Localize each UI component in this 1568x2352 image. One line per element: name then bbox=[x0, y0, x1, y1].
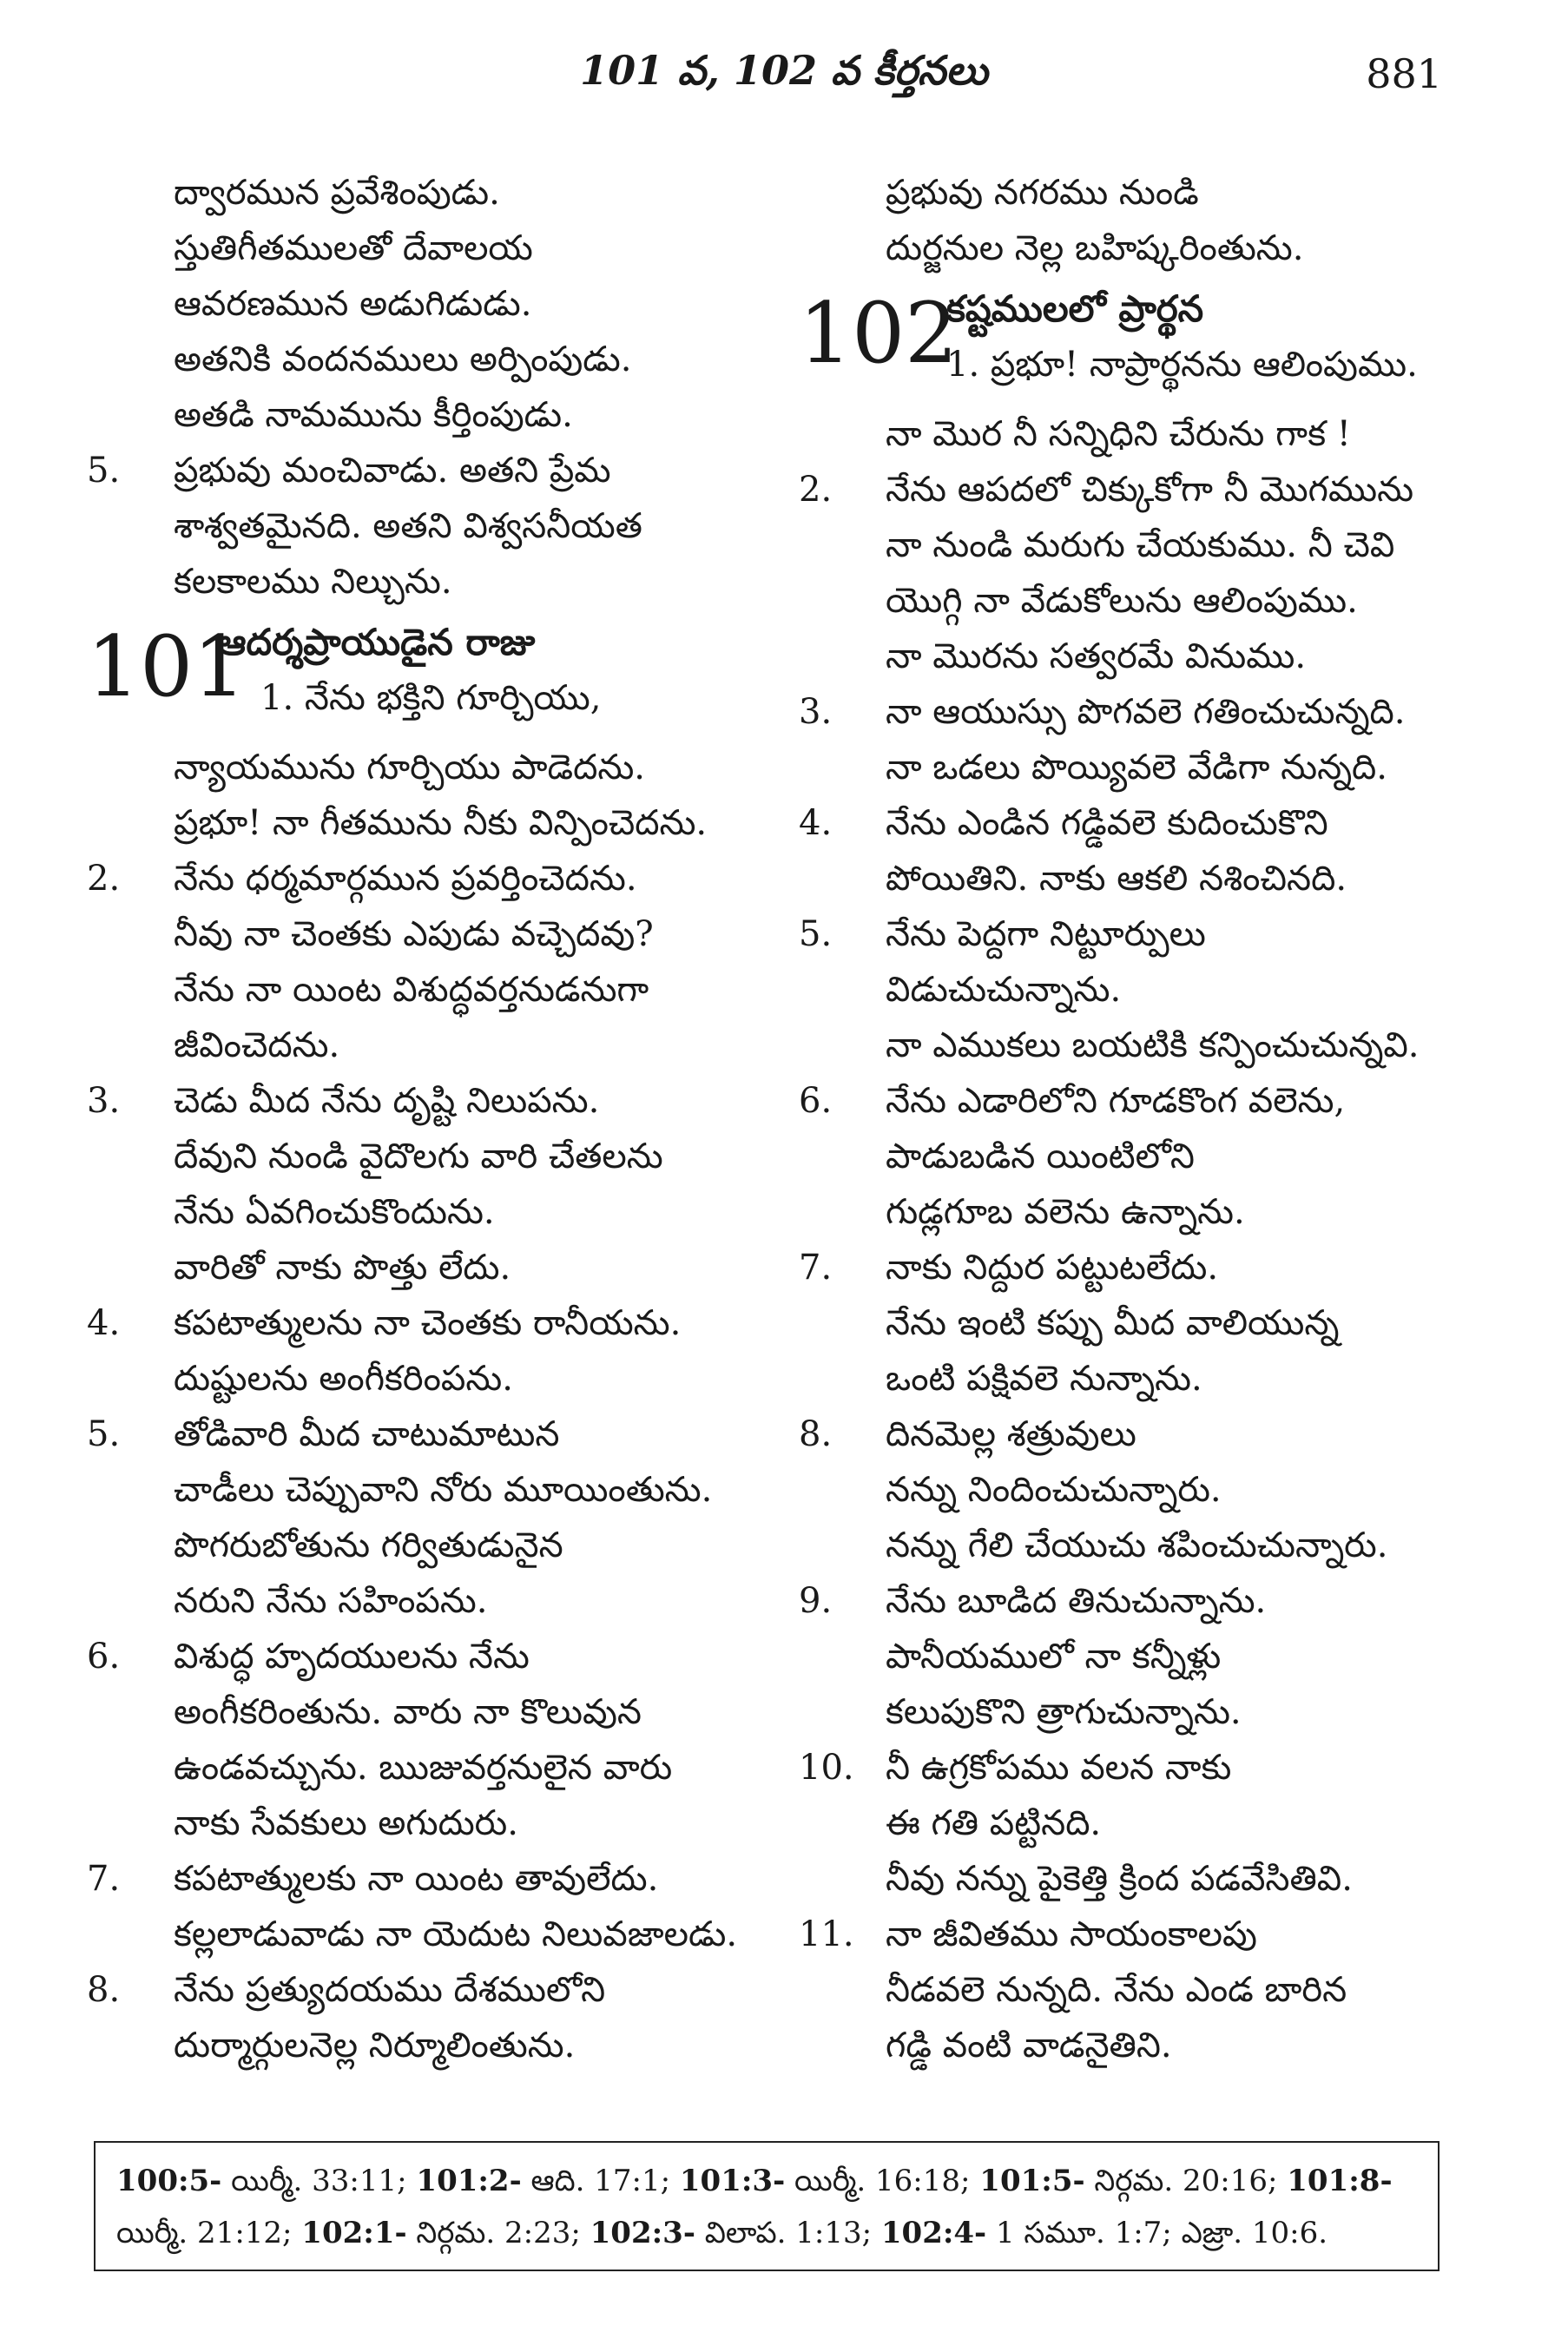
verse-line bbox=[87, 1462, 764, 1518]
left-lines-a bbox=[87, 165, 764, 609]
page-title: 101 వ, 102 వ కీర్తనలు bbox=[580, 47, 988, 94]
verse-text: నా నుండి మరుగు చేయకుము. నీ చెవి bbox=[886, 525, 1395, 565]
verse-number: 5. bbox=[87, 1414, 121, 1454]
verse-text: నేను ఇంటి కప్పు మీద వాలియున్న bbox=[886, 1303, 1340, 1343]
verse-line bbox=[87, 1018, 764, 1073]
verse-line bbox=[799, 1073, 1459, 1129]
cross-ref-label: 102:1- bbox=[301, 2216, 407, 2250]
verse-text: దినమెల్ల శత్రువులు bbox=[886, 1414, 1136, 1454]
verse-text: నా మొర నీ సన్నిధిని చేరును గాక ! bbox=[886, 414, 1351, 454]
psalm-title: కష్టములలో ప్రార్థన bbox=[946, 287, 1204, 330]
verse-text: విశుద్ధ హృదయులను నేను bbox=[174, 1637, 530, 1677]
verse-text: యొగ్గి నా వేడుకోలును ఆలింపుము. bbox=[886, 581, 1358, 621]
verse-line bbox=[799, 2018, 1459, 2073]
verse-text: కలుపుకొని త్రాగుచున్నాను. bbox=[886, 1692, 1242, 1732]
verse-line bbox=[87, 851, 764, 906]
verse-text: నేను ఆపదలో చిక్కుకోగా నీ మొగమును bbox=[886, 470, 1414, 510]
verse-text: నా జీవితము సాయంకాలపు bbox=[886, 1914, 1257, 1954]
verse-text: ద్వారమున ప్రవేశింపుడు. bbox=[174, 173, 500, 213]
verse-text: శాశ్వతమైనది. అతని విశ్వసనీయత bbox=[174, 506, 642, 546]
verse-line bbox=[87, 1851, 764, 1907]
verse-line bbox=[799, 629, 1459, 684]
verse-line bbox=[799, 1018, 1459, 1073]
verse-line bbox=[799, 1407, 1459, 1462]
verse-text: అతనికి వందనములు అర్పింపుడు. bbox=[174, 339, 632, 379]
verse-line bbox=[87, 1629, 764, 1684]
verse-text: దుర్జనుల నెల్ల బహిష్కరింతును. bbox=[886, 228, 1304, 268]
verse-line bbox=[799, 795, 1459, 851]
verse-text: నా ఒడలు పొయ్యివలె వేడిగా నున్నది. bbox=[886, 748, 1388, 787]
verse-text: నా ఎముకలు బయటికి కన్పించుచున్నవి. bbox=[886, 1025, 1420, 1065]
verse-line bbox=[799, 462, 1459, 517]
verse-line bbox=[799, 406, 1459, 462]
verse-line bbox=[799, 1740, 1459, 1795]
verse-text: నాకు నిద్దుర పట్టుటలేదు. bbox=[886, 1248, 1219, 1288]
verse-number: 5. bbox=[87, 451, 121, 491]
verse-number: 4. bbox=[87, 1303, 121, 1343]
verse-text: పొగరుబోతును గర్వితుడునైన bbox=[174, 1525, 563, 1565]
verse-line bbox=[87, 906, 764, 962]
verse-line bbox=[87, 1407, 764, 1462]
verse-line bbox=[799, 906, 1459, 962]
verse-number: 2. bbox=[799, 470, 833, 510]
verse-line bbox=[799, 517, 1459, 573]
cross-ref-label: 101:2- bbox=[416, 2164, 522, 2198]
verse-number: 6. bbox=[799, 1081, 833, 1121]
verse-line bbox=[87, 332, 764, 387]
verse-text: నేను ఎడారిలోని గూడకొంగ వలెను, bbox=[886, 1081, 1346, 1121]
verse-number: 4. bbox=[799, 803, 833, 843]
verse-line bbox=[799, 1629, 1459, 1684]
verse-text: నేను ధర్మమార్గమున ప్రవర్తించెదను. bbox=[174, 859, 637, 899]
verse-line bbox=[87, 387, 764, 443]
verse-line bbox=[87, 1518, 764, 1573]
right-lines-a bbox=[799, 165, 1459, 276]
verse-text: నన్ను గేలి చేయుచు శపించుచున్నారు. bbox=[886, 1525, 1388, 1565]
verse-line bbox=[87, 1907, 764, 1962]
psalm-number: 101 bbox=[87, 618, 247, 715]
verse-text: న్యాయమును గూర్చియు పాడెదను. bbox=[174, 748, 646, 787]
psalm-101-heading bbox=[87, 618, 764, 740]
cross-ref-text: యిర్మీ. 33:11; bbox=[221, 2164, 417, 2198]
verse-line bbox=[87, 1240, 764, 1295]
verse-text: నేను ఎండిన గడ్డివలె కుదించుకొని bbox=[886, 803, 1328, 843]
verse-line bbox=[799, 221, 1459, 276]
verse-number: 11. bbox=[799, 1914, 854, 1954]
verse-line bbox=[799, 851, 1459, 906]
cross-ref-label: 101:3- bbox=[679, 2164, 786, 2198]
verse-text: చాడీలు చెప్పువాని నోరు మూయింతును. bbox=[174, 1470, 713, 1510]
verse-line bbox=[87, 498, 764, 554]
verse-text: వారితో నాకు పొత్తు లేదు. bbox=[174, 1248, 511, 1288]
verse-number: 3. bbox=[799, 692, 833, 732]
cross-ref-label: 101:5- bbox=[979, 2164, 1085, 2198]
cross-ref-text: యిర్మీ. 16:18; bbox=[785, 2164, 980, 2198]
verse-text: నాకు సేవకులు అగుదురు. bbox=[174, 1803, 518, 1843]
verse-line bbox=[799, 684, 1459, 740]
cross-ref-label: 101:8- bbox=[1287, 2164, 1393, 2198]
cross-ref-text: ఆది. 17:1; bbox=[521, 2164, 680, 2198]
verse-text: తోడివారి మీద చాటుమాటున bbox=[174, 1414, 560, 1454]
psalm-title: ఆదర్శప్రాయుడైన రాజు bbox=[217, 621, 536, 663]
verse-line bbox=[799, 1684, 1459, 1740]
verse-number: 8. bbox=[799, 1414, 833, 1454]
verse-text: స్తుతిగీతములతో దేవాలయ bbox=[174, 228, 533, 268]
verse-text: పాడుబడిన యింటిలోని bbox=[886, 1136, 1195, 1176]
verse-line bbox=[87, 1740, 764, 1795]
verse-text: నేను ఏవగించుకొందును. bbox=[174, 1192, 495, 1232]
verse-text: కపటాత్ములను నా చెంతకు రానీయను. bbox=[174, 1303, 682, 1343]
verse-line bbox=[87, 1184, 764, 1240]
cross-ref-label: 100:5- bbox=[116, 2164, 222, 2198]
verse-text: ఆవరణమున అడుగిడుడు. bbox=[174, 284, 532, 324]
verse-line bbox=[799, 962, 1459, 1018]
cross-ref-text: నిర్గమ. 2:23; bbox=[406, 2216, 590, 2250]
verse-line bbox=[87, 1295, 764, 1351]
verse-line bbox=[799, 1907, 1459, 1962]
verse-text: నీ ఉగ్రకోపము వలన నాకు bbox=[886, 1748, 1232, 1788]
verse-text: నేను ప్రత్యుదయము దేశములోని bbox=[174, 1970, 606, 2010]
verse-text: కలకాలము నిల్చును. bbox=[174, 562, 452, 602]
verse-text: నీవు నన్ను పైకెత్తి క్రింద పడవేసితివి. bbox=[886, 1859, 1353, 1899]
verse-number: 5. bbox=[799, 914, 833, 954]
page-header bbox=[0, 35, 1568, 113]
verse-line bbox=[87, 795, 764, 851]
verse-text: విడుచుచున్నాను. bbox=[886, 970, 1122, 1010]
verse-text: ప్రభువు మంచివాడు. అతని ప్రేమ bbox=[174, 451, 611, 491]
verse-number: 10. bbox=[799, 1748, 854, 1788]
verse-text: నీడవలె నున్నది. నేను ఎండ బారిన bbox=[886, 1970, 1347, 2010]
verse-line bbox=[87, 1962, 764, 2018]
verse-line bbox=[87, 276, 764, 332]
verse-text: నేను పెద్దగా నిట్టూర్పులు bbox=[886, 914, 1206, 954]
verse-line bbox=[799, 1795, 1459, 1851]
verse-number: 7. bbox=[87, 1859, 121, 1899]
verse-text: ఉండవచ్చును. ఋజువర్తనులైన వారు bbox=[174, 1748, 673, 1788]
verse-text: చెడు మీద నేను దృష్టి నిలుపను. bbox=[174, 1081, 600, 1121]
verse-text: నేను నా యింట విశుద్ధవర్తనుడనుగా bbox=[174, 970, 649, 1010]
psalm-102-heading bbox=[799, 285, 1459, 406]
cross-ref-text: యిర్మీ. 21:12; bbox=[116, 2216, 302, 2250]
verse-line bbox=[799, 1351, 1459, 1407]
left-lines-b bbox=[87, 740, 764, 2073]
verse-line bbox=[87, 1795, 764, 1851]
verse-text: జీవించెదను. bbox=[174, 1025, 340, 1065]
verse-line bbox=[87, 1129, 764, 1184]
verse-line bbox=[87, 1351, 764, 1407]
left-column bbox=[87, 165, 764, 2073]
verse-line bbox=[87, 554, 764, 609]
verse-line bbox=[799, 1518, 1459, 1573]
verse-text: ఈ గతి పట్టినది. bbox=[886, 1803, 1102, 1843]
verse-line bbox=[799, 573, 1459, 629]
verse-text: దేవుని నుండి వైదొలగు వారి చేతలను bbox=[174, 1136, 663, 1176]
verse-text: అంగీకరింతును. వారు నా కొలువున bbox=[174, 1692, 642, 1732]
verse-text: ఒంటి పక్షివలె నున్నాను. bbox=[886, 1359, 1202, 1399]
verse-text: గడ్డి వంటి వాడనైతిని. bbox=[886, 2026, 1172, 2065]
verse-line: 1. ప్రభూ! నాప్రార్థనను ఆలింపుము. bbox=[946, 345, 1418, 385]
verse-text: నా ఆయుస్సు పొగవలె గతించుచున్నది. bbox=[886, 692, 1406, 732]
cross-ref-text: నిర్గమ. 20:16; bbox=[1084, 2164, 1288, 2198]
verse-number: 3. bbox=[87, 1081, 121, 1121]
verse-line bbox=[799, 1573, 1459, 1629]
verse-number: 7. bbox=[799, 1248, 833, 1288]
verse-line bbox=[87, 1684, 764, 1740]
verse-line bbox=[87, 221, 764, 276]
verse-text: కల్లలాడువాడు నా యెదుట నిలువజాలడు. bbox=[174, 1914, 738, 1954]
verse-line bbox=[87, 740, 764, 795]
verse-line: 1. నేను భక్తిని గూర్చియు, bbox=[260, 678, 602, 718]
verse-text: నీవు నా చెంతకు ఎపుడు వచ్చెదవు? bbox=[174, 914, 654, 954]
verse-text: నేను బూడిద తినుచున్నాను. bbox=[886, 1581, 1267, 1621]
verse-line bbox=[87, 165, 764, 221]
verse-text: పానీయములో నా కన్నీళ్లు bbox=[886, 1637, 1222, 1677]
verse-line bbox=[799, 1851, 1459, 1907]
verse-line bbox=[799, 1462, 1459, 1518]
verse-text: ప్రభూ! నా గీతమును నీకు విన్పించెదను. bbox=[174, 803, 708, 843]
verse-text: నా మొరను సత్వరమే వినుము. bbox=[886, 636, 1307, 676]
verse-line bbox=[799, 1129, 1459, 1184]
verse-line bbox=[87, 443, 764, 498]
verse-text: కపటాత్ములకు నా యింట తావులేదు. bbox=[174, 1859, 659, 1899]
verse-text: నన్ను నిందించుచున్నారు. bbox=[886, 1470, 1222, 1510]
verse-text: అతడి నామమును కీర్తింపుడు. bbox=[174, 395, 573, 435]
verse-line bbox=[799, 1184, 1459, 1240]
cross-ref-label: 102:3- bbox=[590, 2216, 695, 2250]
verse-line bbox=[87, 1573, 764, 1629]
verse-number: 9. bbox=[799, 1581, 833, 1621]
verse-text: దుష్టులను అంగీకరింపను. bbox=[174, 1359, 513, 1399]
cross-references bbox=[94, 2141, 1440, 2271]
verse-line bbox=[799, 165, 1459, 221]
right-column bbox=[799, 165, 1459, 2073]
verse-text: పోయితిని. నాకు ఆకలి నశించినది. bbox=[886, 859, 1347, 899]
cross-ref-text: 1 సమూ. 1:7; ఎజ్రా. 10:6. bbox=[986, 2216, 1328, 2250]
verse-line bbox=[87, 962, 764, 1018]
verse-text: దుర్మార్గులనెల్ల నిర్మూలింతును. bbox=[174, 2026, 576, 2065]
verse-text: గుడ్లగూబ వలెను ఉన్నాను. bbox=[886, 1192, 1245, 1232]
verse-line bbox=[799, 1962, 1459, 2018]
verse-line bbox=[799, 1240, 1459, 1295]
verse-number: 6. bbox=[87, 1637, 121, 1677]
page-number: 881 bbox=[1366, 50, 1442, 97]
verse-number: 2. bbox=[87, 859, 121, 899]
verse-line bbox=[87, 2018, 764, 2073]
verse-line bbox=[87, 1073, 764, 1129]
verse-text: నరుని నేను సహింపను. bbox=[174, 1581, 488, 1621]
verse-line bbox=[799, 1295, 1459, 1351]
psalm-number: 102 bbox=[799, 285, 959, 382]
cross-ref-label: 102:4- bbox=[880, 2216, 987, 2250]
right-lines-b bbox=[799, 406, 1459, 2073]
verse-number: 8. bbox=[87, 1970, 121, 2010]
cross-ref-text: విలాప. 1:13; bbox=[695, 2216, 881, 2250]
verse-text: ప్రభువు నగరము నుండి bbox=[886, 173, 1199, 213]
verse-line bbox=[799, 740, 1459, 795]
